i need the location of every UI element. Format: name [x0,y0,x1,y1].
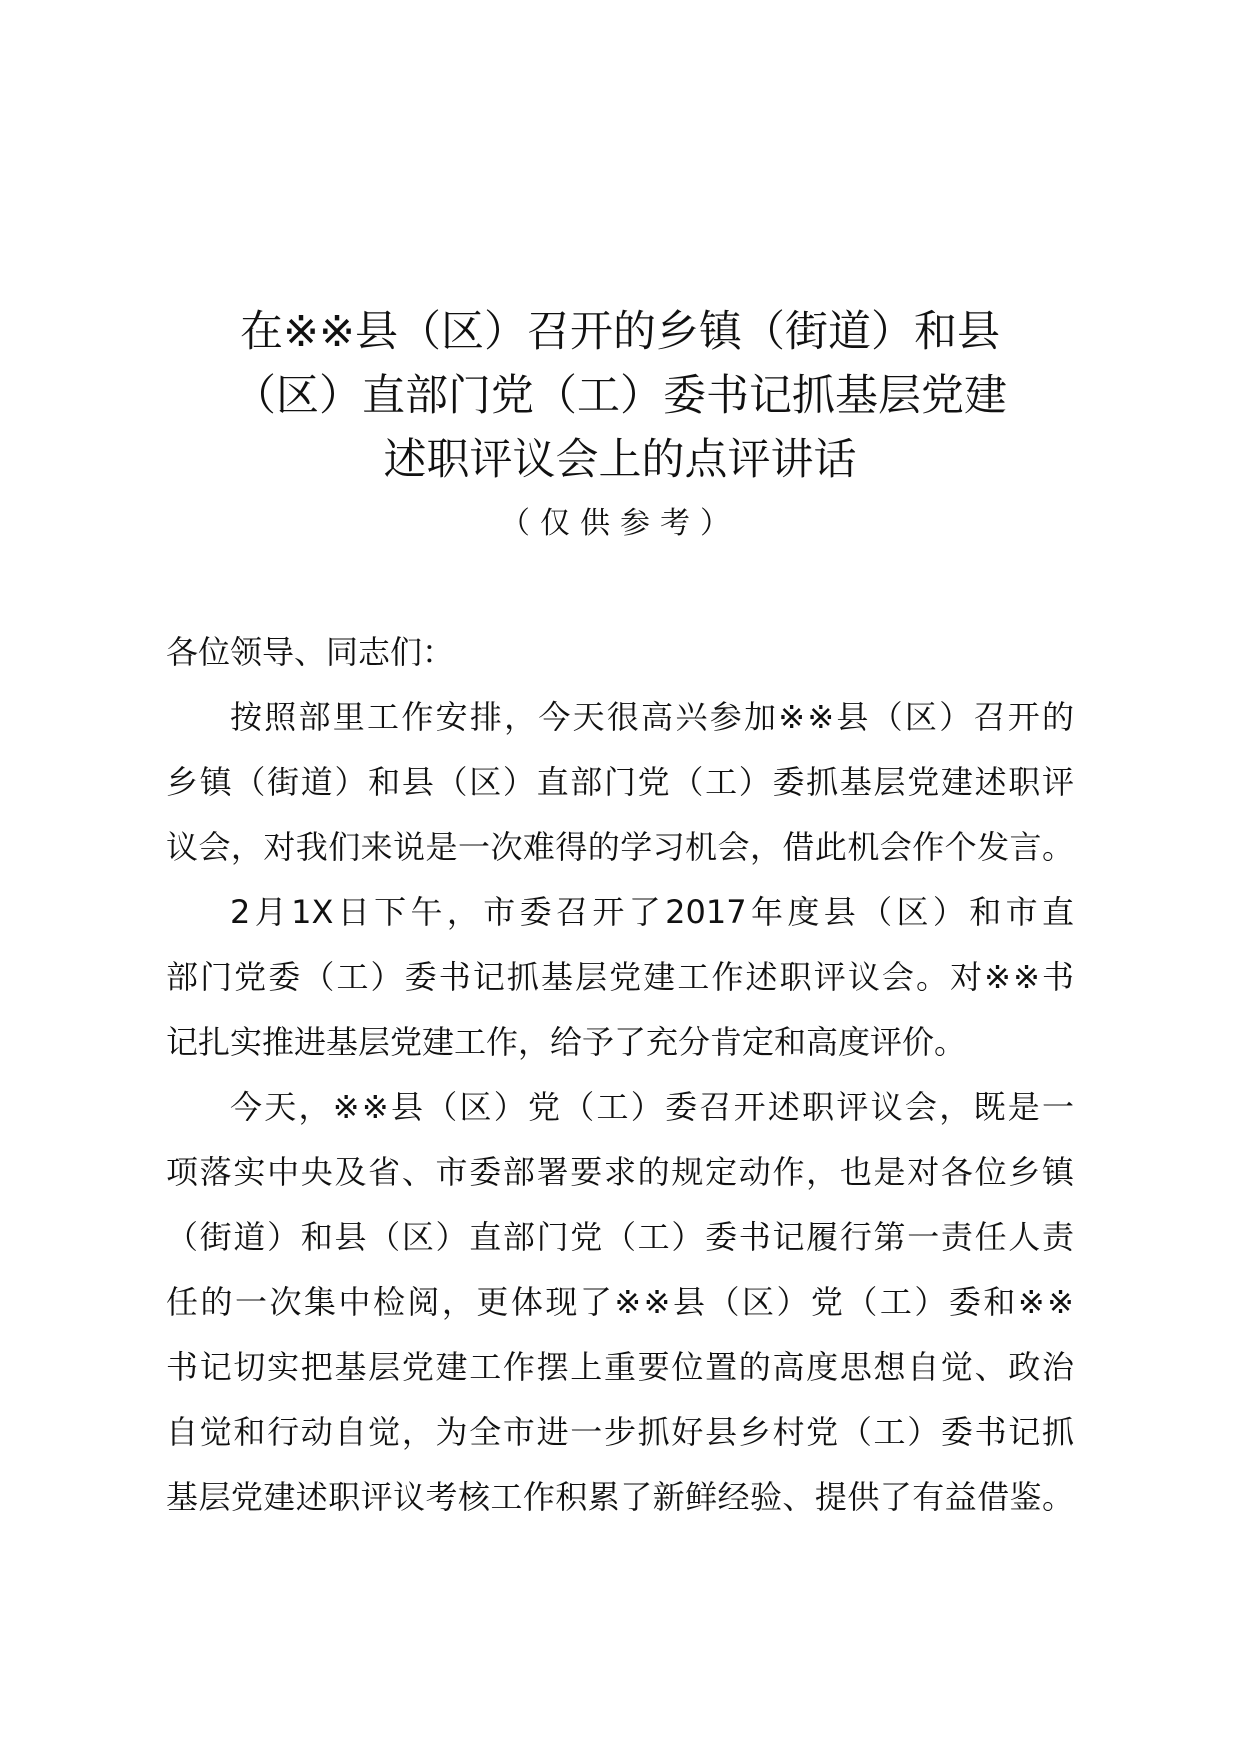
subtitle: （仅供参考） [500,506,740,541]
title-line: （区）直部门党（工）委书记抓基层党建 [233,371,1007,421]
paragraph-line: 按照部里工作安排，今天很高兴参加※※县（区）召开的 [230,698,1074,736]
document-title [0,300,1240,554]
title-line: 在※※县（区）召开的乡镇（街道）和县 [239,307,1001,357]
paragraph [166,685,1074,880]
document-body [166,620,1074,1530]
paragraph-line: 任的一次集中检阅，更体现了※※县（区）党（工）委和※※ [166,1283,1074,1321]
paragraph-line: 基层党建述职评议考核工作积累了新鲜经验、提供了有益借鉴。 [166,1478,1074,1516]
greeting: 各位领导、同志们： [166,633,455,671]
paragraph-line: 今天，※※县（区）党（工）委召开述职评议会，既是一 [230,1088,1074,1126]
paragraph-line: 2月1X日下午，市委召开了2017年度县（区）和市直 [230,893,1074,931]
paragraph-line: 议会，对我们来说是一次难得的学习机会，借此机会作个发言。 [166,828,1074,866]
title-line: 述职评议会上的点评讲话 [383,435,857,485]
paragraph [166,1075,1074,1530]
paragraph-line: 部门党委（工）委书记抓基层党建工作述职评议会。对※※书 [166,958,1074,996]
paragraph [166,880,1074,1075]
paragraph-line: 记扎实推进基层党建工作，给予了充分肯定和高度评价。 [166,1023,967,1061]
paragraph-line: （街道）和县（区）直部门党（工）委书记履行第一责任人责 [166,1218,1074,1256]
paragraph-line: 乡镇（街道）和县（区）直部门党（工）委抓基层党建述职评 [166,763,1074,801]
paragraph-line: 自觉和行动自觉，为全市进一步抓好县乡村党（工）委书记抓 [166,1413,1074,1451]
paragraph-line: 书记切实把基层党建工作摆上重要位置的高度思想自觉、政治 [166,1348,1074,1386]
paragraph-line: 项落实中央及省、市委部署要求的规定动作，也是对各位乡镇 [166,1153,1074,1191]
